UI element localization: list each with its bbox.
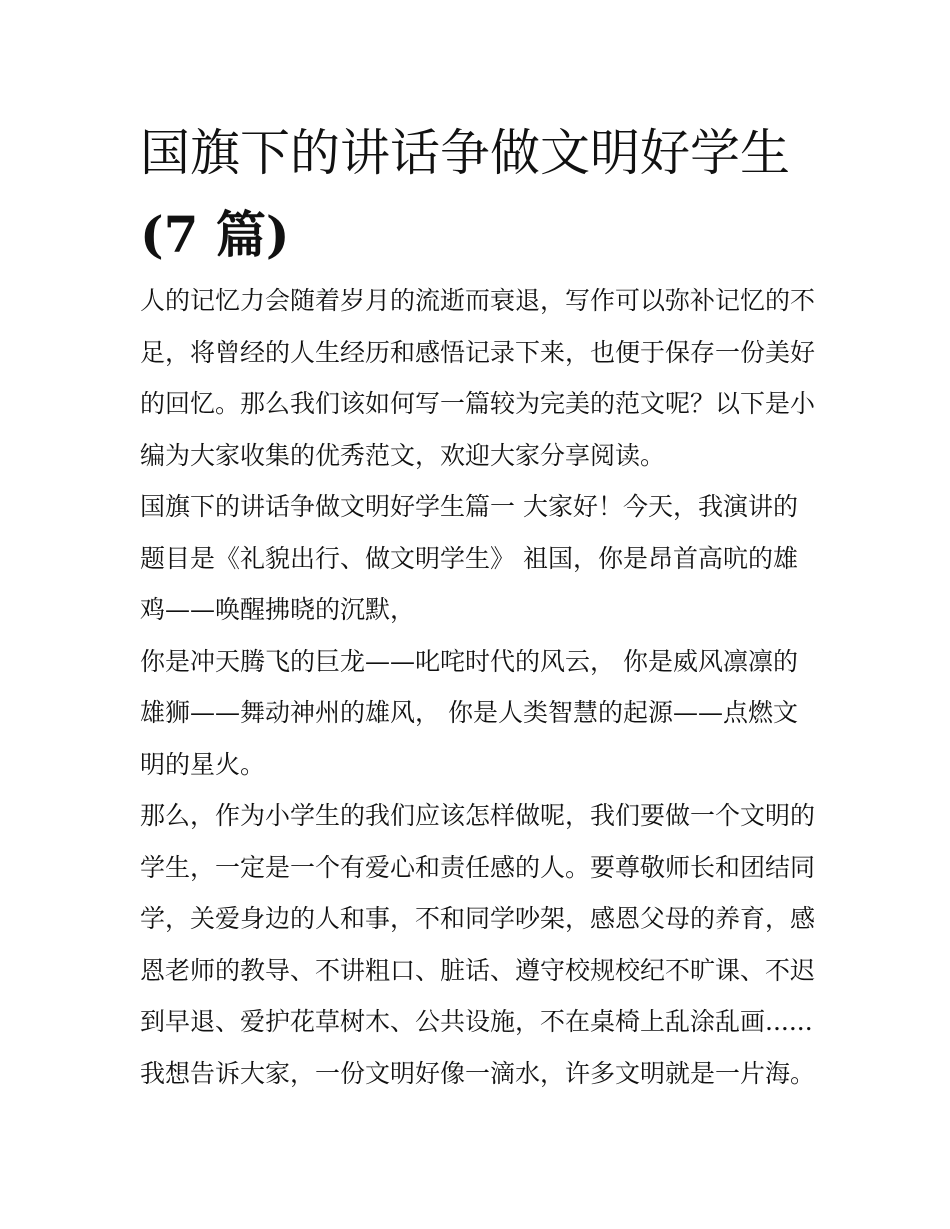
title-line-main: 国旗下的讲话争做文明好学生 [140, 124, 790, 182]
text-line: 学生，一定是一个有爱心和责任感的人。要尊敬师长和团结同 [140, 852, 816, 882]
text-line: 题目是《礼貌出行、做文明学生》 祖国，你是昂首高吭的雄 [140, 543, 798, 573]
text-line: 足，将曾经的人生经历和感悟记录下来，也便于保存一份美好 [140, 337, 816, 367]
paragraph-speech-opening [140, 481, 815, 636]
text-line: 国旗下的讲话争做文明好学生篇一 大家好！今天，我演讲的 [140, 492, 798, 521]
text-line: 那么，作为小学生的我们应该怎样做呢，我们要做一个文明的 [140, 801, 816, 830]
text-line: 你是冲天腾飞的巨龙——叱咤时代的风云， 你是威风凛凛的 [140, 646, 798, 676]
document-body [140, 275, 815, 1099]
text-line: 恩老师的教导、不讲粗口、脏话、遵守校规校纪不旷课、不迟 [140, 955, 816, 985]
document-title [140, 112, 820, 276]
text-line: 编为大家收集的优秀范文，欢迎大家分享阅读。 [140, 440, 666, 470]
paragraph-intro [140, 275, 815, 481]
text-line: 我想告诉大家，一份文明好像一滴水，许多文明就是一片海。 [140, 1058, 816, 1088]
text-line: 人的记忆力会随着岁月的流逝而衰退，写作可以弥补记忆的不 [140, 286, 816, 315]
text-line: 雄狮——舞动神州的雄风， 你是人类智慧的起源——点燃文 [140, 698, 798, 727]
paragraph-civilized-student [140, 790, 815, 1099]
title-line-count: (7 篇) [140, 205, 290, 264]
text-line: 明的星火。 [140, 749, 266, 779]
text-line: 到早退、爱护花草树木、公共设施，不在桌椅上乱涂乱画...... [140, 1007, 813, 1036]
paragraph-motherland [140, 636, 815, 791]
text-line: 学，关爱身边的人和事，不和同学吵架，感恩父母的养育，感 [140, 904, 816, 933]
text-line: 鸡——唤醒拂晓的沉默， [140, 595, 416, 624]
text-line: 的回忆。那么我们该如何写一篇较为完美的范文呢？以下是小 [140, 389, 816, 418]
